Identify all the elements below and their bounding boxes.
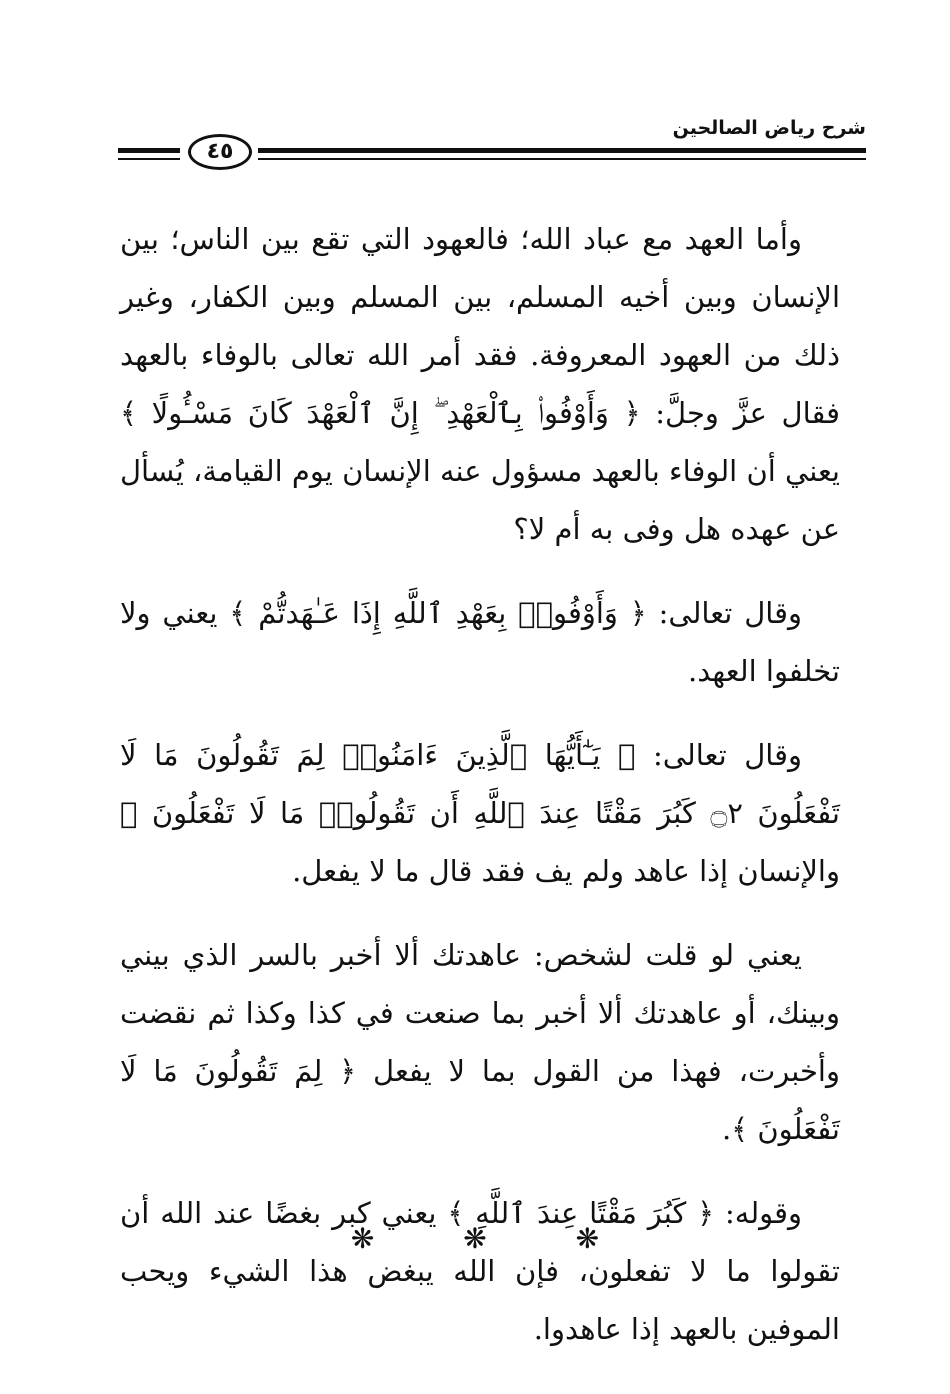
paragraph-3: وقال تعالى: ﴿ يَـٰٓأَيُّهَا ٱلَّذِينَ ءَامَنُوا۟ لِمَ تَقُولُونَ مَا لَا تَفْعَلُونَ ۝٢ كَبُرَ مَقْتًا عِندَ ٱللَّهِ أَن تَقُولُوا۟ مَا لَا تَفْعَلُونَ ﴾ والإنسان إذا عاهد ولم يف فقد قال ما لا يفعل. bbox=[120, 738, 840, 888]
page-header bbox=[118, 112, 866, 182]
paragraph-4: يعني لو قلت لشخص: عاهدتك ألا أخبر بالسر الذي بيني وبينك، أو عاهدتك ألا أخبر بما صنعت في كذا وكذا ثم نقضت وأخبرت، فهذا من القول بما لا يفعل ﴿ لِمَ تَقُولُونَ مَا لَا تَفْعَلُونَ ﴾. bbox=[120, 938, 840, 1146]
ornament-star-icon: ❋ bbox=[575, 1222, 600, 1255]
header-rule-thin bbox=[258, 158, 866, 160]
book-title: شرح رياض الصالحين bbox=[672, 117, 866, 139]
ornament-star-icon: ❋ bbox=[463, 1222, 487, 1255]
paragraph-1: وأما العهد مع عباد الله؛ فالعهود التي تقع بين الناس؛ بين الإنسان وبين أخيه المسلم، بين المسلم وبين الكفار، وغير ذلك من العهود المعروفة. فقد أمر الله تعالى بالوفاء بالعهد فقال عزَّ وجلَّ: ﴿ وَأَوْفُوا۟ بِٱلْعَهْدِ ۖ إِنَّ ٱلْعَهْدَ كَانَ مَسْـُٔولًا ﴾ يعني أن الوفاء بالعهد مسؤول عنه الإنسان يوم القيامة، يُسأل عن عهده هل وفى به أم لا؟ bbox=[119, 222, 840, 546]
header-rule-left-thick bbox=[118, 148, 180, 153]
paragraph-2: وقال تعالى: ﴿ وَأَوْفُوا۟ بِعَهْدِ ٱللَّهِ إِذَا عَـٰهَدتُّمْ ﴾ يعني ولا تخلفوا العهد. bbox=[120, 596, 840, 688]
header-rule-left-thin bbox=[118, 158, 180, 160]
page-number: ٤٥ bbox=[188, 134, 252, 170]
section-divider bbox=[0, 1222, 950, 1255]
ornament-star-icon: ❋ bbox=[350, 1222, 375, 1255]
paragraph-5: وقوله: ﴿ كَبُرَ مَقْتًا عِندَ ٱللَّهِ ﴾ يعني كبر بغضًا عند الله أن تقولوا ما لا تفعلون، فإن الله يبغض هذا الشيء ويحب الموفين بالعهد إذا عاهدوا. bbox=[120, 1196, 840, 1346]
page-body bbox=[120, 210, 840, 1358]
header-rule-thick bbox=[258, 148, 866, 153]
